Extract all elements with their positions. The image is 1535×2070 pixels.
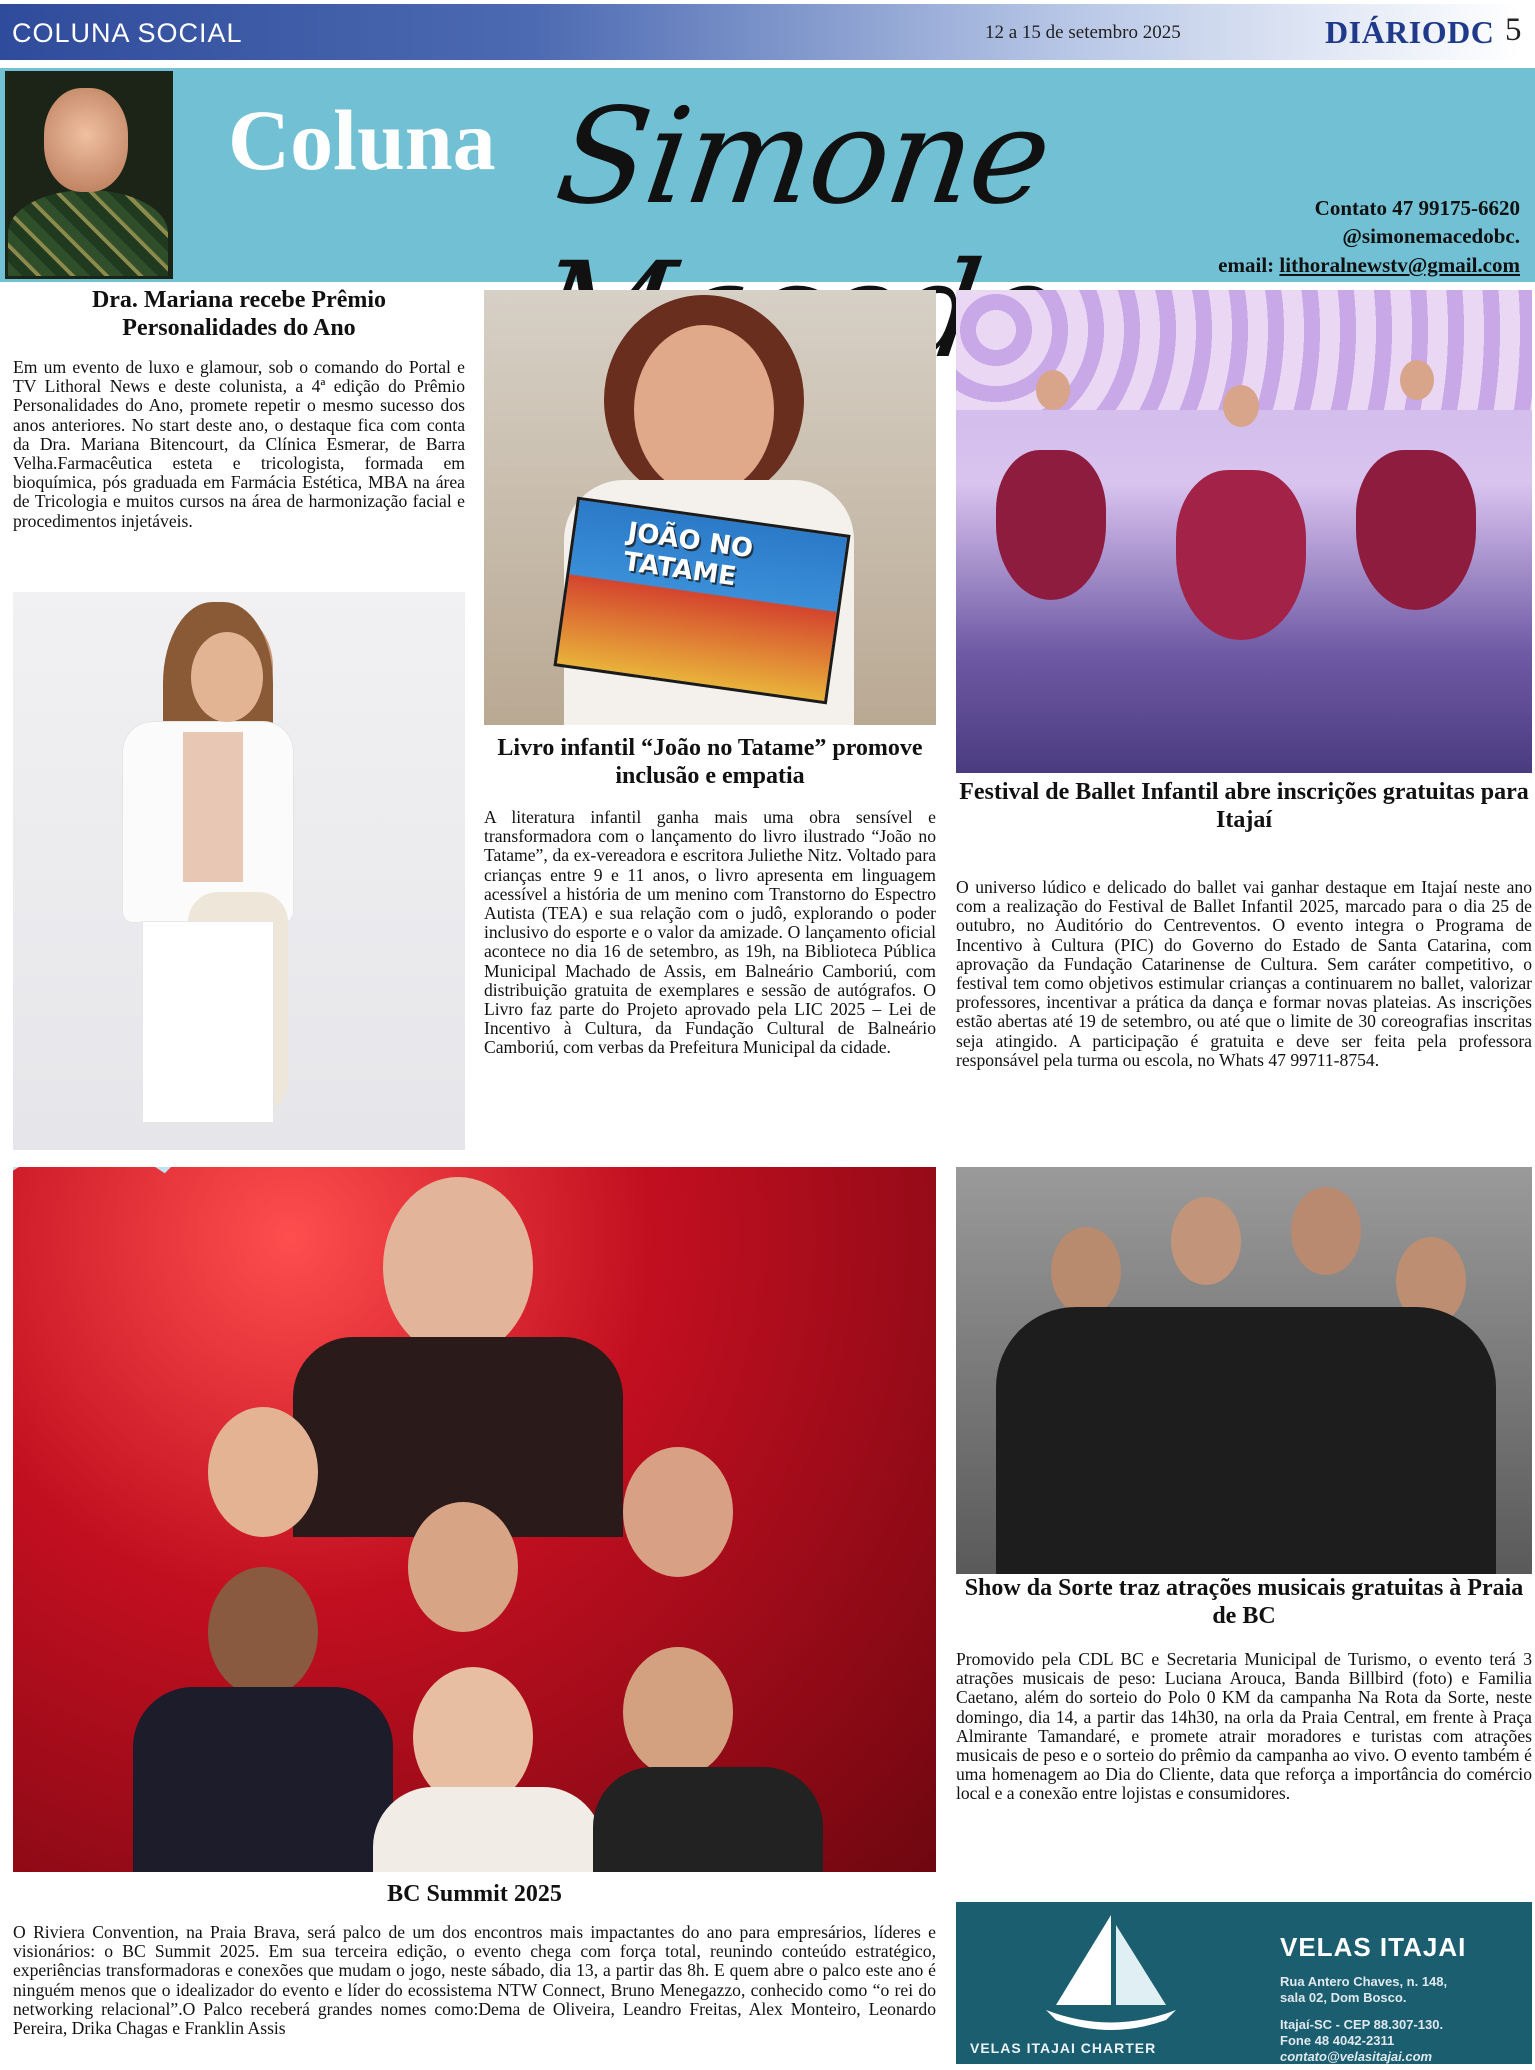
ad-phone[interactable]: Fone 48 4042-2311 bbox=[1280, 2033, 1395, 2048]
email-label: email: bbox=[1218, 253, 1275, 277]
contact-social[interactable]: @simonemacedobc. bbox=[1342, 224, 1520, 248]
blouse bbox=[183, 732, 243, 882]
speaker-outfit bbox=[373, 1787, 603, 1872]
contact-email-link[interactable]: lithoralnewstv@gmail.com bbox=[1279, 253, 1520, 277]
speaker-face bbox=[623, 1647, 733, 1777]
speaker-face bbox=[208, 1407, 318, 1537]
article-headline-ballet: Festival de Ballet Infantil abre inscrições gratuitas para Itajaí bbox=[959, 779, 1529, 833]
ad-city: Itajaí-SC - CEP 88.307-130. bbox=[1280, 2017, 1444, 2032]
column-title-word: Coluna bbox=[228, 92, 496, 188]
dancer-2-head bbox=[1223, 385, 1259, 427]
dancer-3-head bbox=[1400, 360, 1434, 400]
speaker-face bbox=[208, 1567, 318, 1697]
seat-block bbox=[143, 922, 273, 1122]
columnist-name: Simone bbox=[548, 80, 1059, 234]
article-body-ballet: O universo lúdico e delicado do ballet vai ganhar destaque em Itajaí neste ano com a realização do Festival de Ballet Infantil 2025, marcado para o dia 25 de outubro, no Auditório do Centreventos. O evento integra o Programa de Incentivo à Cultura (PIC) do Governo do Estado de Santa Catarina, com aprovação da Fundação Catarinense de Cultura. Sem caráter competitivo, o festival tem como objetivos estimular crianças a continuarem no ballet, valorizar professores, incentivar a prática da dança e formar novas plateias. As inscrições estão abertas até 19 de setembro, ou até que o limite de 30 coreografias inscritas seja atingido. A participação é gratuita e deve ser feita pela professora responsável pela turma ou escola, no Whats 47 99711-8754. bbox=[956, 877, 1532, 1070]
photo-livro bbox=[484, 290, 936, 725]
ad-brand: VELAS ITAJAI CHARTER bbox=[970, 2040, 1157, 2056]
article-body-show: Promovido pela CDL BC e Secretaria Municipal de Turismo, o evento terá 3 atrações musicais de peso: Luciana Arouca, Banda Billbird (foto) e Familia Caetano, além do sorteio do Polo 0 KM da campanha Na Rota da Sorte, neste domingo, dia 14, a partir das 14h30, na orla da Praia Central, em frente à Praça Almirante Tamandaré, e promete atrair moradores e turistas com atrações musicais de peso e o sorteio do prêmio da campanha ao vivo. O evento também é uma homenagem ao Dia do Cliente, data que reforça a importância do comércio local e a conexão entre lojistas e consumidores. bbox=[956, 1649, 1532, 1804]
dancer-3-dress bbox=[1356, 450, 1476, 610]
speaker-suit bbox=[133, 1687, 393, 1872]
newspaper-logo[interactable]: DIÁRIODC bbox=[1325, 14, 1495, 50]
contact-email-line bbox=[1218, 253, 1520, 278]
decorative-arc bbox=[13, 1167, 201, 1285]
columnist-face bbox=[44, 88, 128, 192]
page-number: 5 bbox=[1505, 12, 1522, 48]
photo-banda-billbird bbox=[956, 1167, 1532, 1574]
band-member-face bbox=[1291, 1187, 1361, 1275]
portrait-face bbox=[634, 325, 774, 495]
speaker-face bbox=[623, 1447, 733, 1577]
contact-phone: Contato 47 99175-6620 bbox=[1314, 196, 1520, 220]
sailboat-icon bbox=[1036, 1910, 1186, 2035]
dancer-2-dress bbox=[1176, 470, 1306, 640]
ad-email[interactable]: contato@velasitajai.com bbox=[1280, 2049, 1433, 2064]
speaker-face bbox=[413, 1667, 533, 1807]
article-headline-show: Show da Sorte traz atrações musicais gratuitas à Praia de BC bbox=[964, 1575, 1524, 1629]
band-member-face bbox=[1171, 1197, 1241, 1285]
photo-bc-summit bbox=[13, 1167, 936, 1872]
ad-address-1: Rua Antero Chaves, n. 148, bbox=[1280, 1974, 1448, 1989]
article-headline-livro: Livro infantil “João no Tatame” promove inclusão e empatia bbox=[497, 735, 923, 789]
article-body-livro: A literatura infantil ganha mais uma obra sensível e transformadora com o lançamento do livro ilustrado “João no Tatame”, da ex-vereadora e escritora Juliethe Nitz. Voltado para crianças entre 9 e 11 anos, o livro apresenta em linguagem acessível a história de um menino com Transtorno do Espectro Autista (TEA) e sua relação com o judô, explorando o poder inclusivo do esporte e o valor da amizade. O lançamento oficial acontece no dia 16 de setembro, as 19h, na Biblioteca Pública Municipal Machado de Assis, em Balneário Camboriú, com distribuição gratuita de exemplares e sessão de autógrafos. O Livro faz parte do Projeto aprovado pela LIC 2025 – Lei de Incentivo à Cultura, da Fundação Cultural de Balneário Camboriú, com verbas da Prefeitura Municipal da cidade. bbox=[484, 807, 936, 1058]
band-clothing bbox=[996, 1307, 1496, 1574]
band-member-face bbox=[1051, 1227, 1121, 1315]
columnist-shirt bbox=[8, 190, 168, 276]
photo-mariana bbox=[13, 592, 465, 1150]
ad-address-2: sala 02, Dom Bosco. bbox=[1280, 1990, 1407, 2005]
speaker-suit bbox=[593, 1767, 823, 1872]
photo-ballet bbox=[956, 290, 1532, 773]
article-headline-mariana: Dra. Mariana recebe Prêmio Personalidades do Ano bbox=[91, 287, 387, 341]
speaker-face bbox=[408, 1502, 518, 1632]
article-body-summit: O Riviera Convention, na Praia Brava, será palco de um dos encontros mais impactantes do ano para empresários, líderes e visionários: o BC Summit 2025. Em sua terceira edição, o evento chega com força total, reunindo conteúdo estratégico, experiências transformadoras e conexões que mudam o jogo, neste sábado, dia 13, a partir das 8h. E quem abre o palco este ano é ninguém menos que o idealizador do evento e líder do ecossistema NTW Connect, Bruno Menegazzo, conhecido como “o rei do networking relacional”.O Palco receberá grandes nomes como:Dema de Oliveira, Leandro Freitas, Alex Monteiro, Leonardo Pereira, Drika Chagas e Franklin Assis bbox=[13, 1922, 936, 2039]
article-headline-summit: BC Summit 2025 bbox=[387, 1881, 562, 1907]
book-cover-title: JOÃO NO TATAME bbox=[621, 517, 755, 593]
section-label: COLUNA SOCIAL bbox=[12, 18, 243, 48]
portrait-face bbox=[191, 632, 263, 722]
dancer-1-head bbox=[1036, 370, 1070, 410]
speaker-face bbox=[383, 1177, 533, 1357]
article-body-mariana: Em um evento de luxo e glamour, sob o comando do Portal e TV Lithoral News e deste colunista, a 4ª edição do Prêmio Personalidades do Ano, promete repetir o mesmo sucesso dos anos anteriores. No start deste ano, o destaque fica com conta da Dra. Mariana Bitencourt, da Clínica Esmerar, de Barra Velha.Farmacêutica esteta e tricologista, formada em bioquímica, pós graduada em Farmácia Estética, MBA na área de Tricologia e muitos cursos na área de harmonização facial e procedimentos injetáveis. bbox=[13, 357, 465, 531]
ad-title: VELAS ITAJAI bbox=[1280, 1932, 1467, 1962]
dancer-1-dress bbox=[996, 450, 1106, 600]
edition-date: 12 a 15 de setembro 2025 bbox=[985, 22, 1181, 43]
